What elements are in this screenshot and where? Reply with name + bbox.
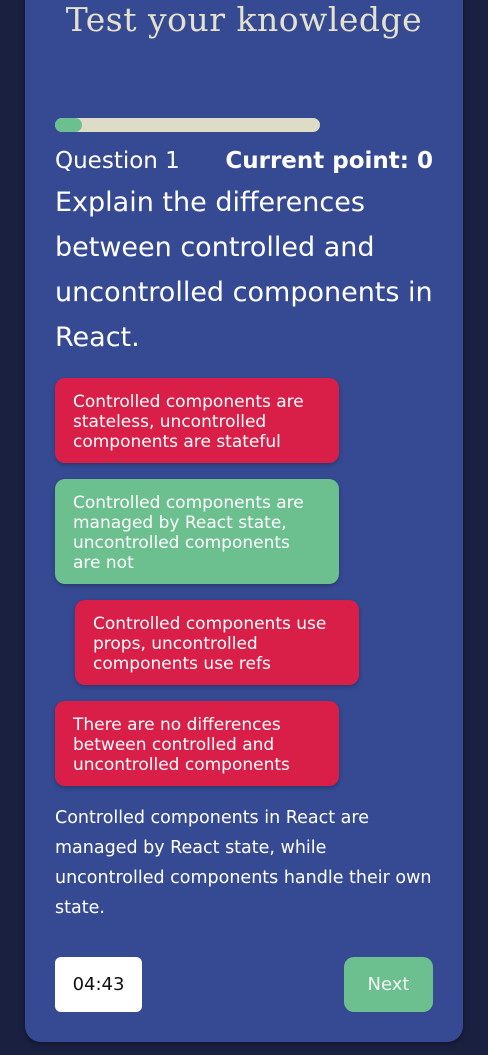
answer-option-3[interactable]: Controlled components use props, uncontrolled components use refs xyxy=(75,600,359,685)
question-number: Question 1 xyxy=(55,148,180,174)
countdown-timer: 04:43 xyxy=(55,957,142,1012)
answer-option-1[interactable]: Controlled components are stateless, uncontrolled components are stateful xyxy=(55,378,339,463)
answer-option-4[interactable]: There are no differences between controlled and uncontrolled components xyxy=(55,701,339,786)
progress-bar-fill xyxy=(55,118,82,132)
question-text: Explain the differences between controlled and uncontrolled components in React. xyxy=(55,187,433,353)
answer-option-2[interactable]: Controlled components are managed by React state, uncontrolled components are not xyxy=(55,479,339,584)
answer-explanation: Controlled components in React are managed by React state, while uncontrolled components handle their own state. xyxy=(55,808,432,918)
progress-bar xyxy=(55,118,320,132)
current-point: Current point: 0 xyxy=(225,148,433,174)
page-title: Test your knowledge xyxy=(65,0,423,39)
next-button[interactable]: Next xyxy=(344,957,433,1012)
